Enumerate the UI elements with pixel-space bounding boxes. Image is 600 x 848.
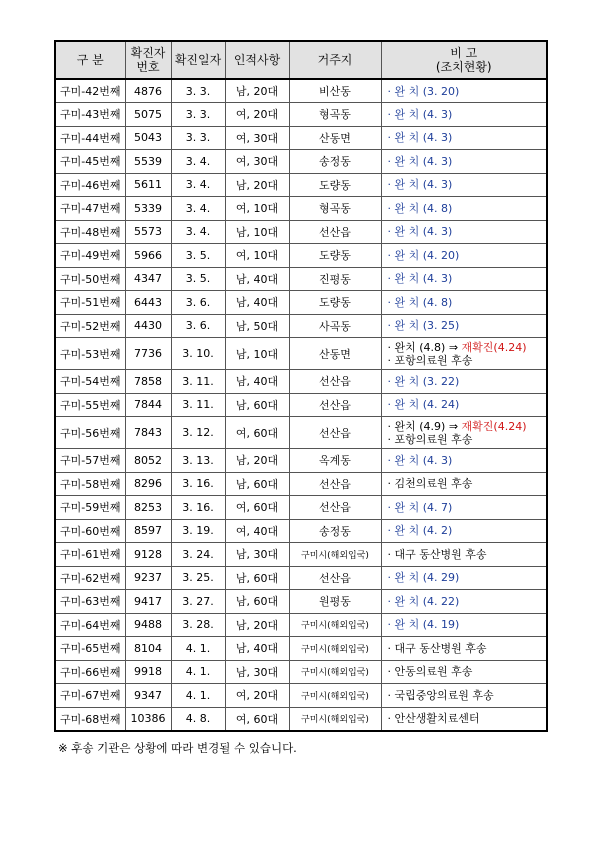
confirm-date: 3. 19. <box>171 519 225 543</box>
confirm-date: 3. 27. <box>171 590 225 614</box>
case-label: 구미-53번째 <box>55 338 125 370</box>
case-label: 구미-60번째 <box>55 519 125 543</box>
table-row <box>55 449 547 473</box>
case-label: 구미-47번째 <box>55 197 125 221</box>
residence: 송정동 <box>289 519 381 543</box>
case-label: 구미-57번째 <box>55 449 125 473</box>
profile: 남, 40대 <box>225 637 289 661</box>
table-row <box>55 103 547 127</box>
confirm-date: 3. 3. <box>171 126 225 150</box>
table-row <box>55 684 547 708</box>
case-label: 구미-52번째 <box>55 314 125 338</box>
case-label: 구미-55번째 <box>55 393 125 417</box>
remark-text: · 안산생활치료센터 <box>387 712 480 725</box>
case-number: 5539 <box>125 150 171 174</box>
remark-text: · 완 치 (4. 7) <box>387 500 453 514</box>
confirm-date: 3. 13. <box>171 449 225 473</box>
remarks <box>381 393 547 417</box>
remarks <box>381 267 547 291</box>
table-row <box>55 220 547 244</box>
remark-text: · 완 치 (4. 3) <box>387 178 453 192</box>
remarks <box>381 543 547 567</box>
case-label: 구미-66번째 <box>55 660 125 684</box>
remark-text: · 완 치 (3. 20) <box>387 84 460 98</box>
remarks <box>381 173 547 197</box>
remarks <box>381 449 547 473</box>
remark-line <box>388 249 545 262</box>
profile: 여, 30대 <box>225 126 289 150</box>
residence: 구미시(해외입국) <box>289 707 381 731</box>
remark-text: · 대구 동산병원 후송 <box>387 547 487 561</box>
remark-line <box>388 689 545 702</box>
remark-text: · 완 치 (4. 3) <box>387 225 453 239</box>
case-label: 구미-48번째 <box>55 220 125 244</box>
case-number: 8597 <box>125 519 171 543</box>
remark-text: · 완치 (4.9) ⇒ <box>387 419 462 433</box>
remark-line <box>388 341 545 354</box>
remarks <box>381 126 547 150</box>
remark-line <box>388 296 545 309</box>
profile: 여, 10대 <box>225 197 289 221</box>
confirm-date: 3. 16. <box>171 472 225 496</box>
residence: 도량동 <box>289 173 381 197</box>
remark-line <box>388 155 545 168</box>
residence: 선산읍 <box>289 220 381 244</box>
table-row <box>55 613 547 637</box>
patient-status-table <box>54 40 548 732</box>
remarks <box>381 660 547 684</box>
residence: 구미시(해외입국) <box>289 637 381 661</box>
case-label: 구미-61번째 <box>55 543 125 567</box>
profile: 여, 10대 <box>225 244 289 268</box>
case-number: 8104 <box>125 637 171 661</box>
case-number: 8052 <box>125 449 171 473</box>
remark-text: · 완치 (4.8) ⇒ <box>387 340 462 354</box>
residence: 구미시(해외입국) <box>289 613 381 637</box>
residence: 구미시(해외입국) <box>289 684 381 708</box>
case-label: 구미-45번째 <box>55 150 125 174</box>
profile: 여, 20대 <box>225 684 289 708</box>
case-label: 구미-65번째 <box>55 637 125 661</box>
case-label: 구미-59번째 <box>55 496 125 520</box>
remarks <box>381 197 547 221</box>
case-number: 6443 <box>125 291 171 315</box>
case-number: 5573 <box>125 220 171 244</box>
table-row <box>55 637 547 661</box>
remark-line <box>388 712 545 725</box>
remarks <box>381 707 547 731</box>
residence: 도량동 <box>289 244 381 268</box>
table-row <box>55 660 547 684</box>
remark-text: · 완 치 (4. 3) <box>387 131 453 145</box>
case-number: 5043 <box>125 126 171 150</box>
profile: 여, 40대 <box>225 519 289 543</box>
header-case-number-line2: 번호 <box>136 60 160 74</box>
case-label: 구미-62번째 <box>55 566 125 590</box>
remark-line <box>388 398 545 411</box>
case-label: 구미-64번째 <box>55 613 125 637</box>
residence: 선산읍 <box>289 370 381 394</box>
remarks <box>381 519 547 543</box>
remark-text: · 완 치 (4. 22) <box>387 594 460 608</box>
residence: 선산읍 <box>289 472 381 496</box>
remark-line <box>388 272 545 285</box>
remarks <box>381 637 547 661</box>
remark-text: · 완 치 (4. 29) <box>387 571 460 585</box>
profile: 남, 40대 <box>225 370 289 394</box>
case-number: 9417 <box>125 590 171 614</box>
confirm-date: 3. 24. <box>171 543 225 567</box>
confirm-date: 3. 4. <box>171 150 225 174</box>
confirm-date: 3. 5. <box>171 244 225 268</box>
residence: 사곡동 <box>289 314 381 338</box>
table-row <box>55 197 547 221</box>
reinfection-text: 재확진(4.24) <box>461 340 527 354</box>
remark-text: · 완 치 (4. 3) <box>387 107 453 121</box>
remarks <box>381 220 547 244</box>
table-row <box>55 244 547 268</box>
case-label: 구미-46번째 <box>55 173 125 197</box>
header-profile: 인적사항 <box>225 41 289 79</box>
table-row <box>55 314 547 338</box>
remark-line <box>388 354 545 367</box>
remark-text: · 완 치 (4. 3) <box>387 154 453 168</box>
case-number: 9237 <box>125 566 171 590</box>
remarks <box>381 566 547 590</box>
remark-line <box>388 375 545 388</box>
header-category: 구 분 <box>55 41 125 79</box>
table-row <box>55 543 547 567</box>
profile: 여, 60대 <box>225 707 289 731</box>
remarks <box>381 79 547 103</box>
confirm-date: 3. 3. <box>171 79 225 103</box>
remark-text: · 완 치 (4. 8) <box>387 295 453 309</box>
profile: 여, 30대 <box>225 150 289 174</box>
remark-text: · 완 치 (4. 3) <box>387 453 453 467</box>
remark-text: · 김천의료원 후송 <box>387 477 473 491</box>
remark-text: · 대구 동산병원 후송 <box>387 641 487 655</box>
confirm-date: 3. 4. <box>171 173 225 197</box>
table-row <box>55 707 547 731</box>
residence: 선산읍 <box>289 566 381 590</box>
case-number: 9128 <box>125 543 171 567</box>
confirm-date: 4. 1. <box>171 660 225 684</box>
remark-text: · 완 치 (4. 2) <box>387 524 453 538</box>
table-row <box>55 150 547 174</box>
case-number: 5966 <box>125 244 171 268</box>
header-remarks-line2: (조치현황) <box>435 60 492 74</box>
table-row <box>55 472 547 496</box>
remark-text: · 포항의료원 후송 <box>387 432 473 446</box>
case-label: 구미-56번째 <box>55 417 125 449</box>
confirm-date: 3. 4. <box>171 220 225 244</box>
profile: 남, 60대 <box>225 590 289 614</box>
remarks <box>381 613 547 637</box>
table-row <box>55 79 547 103</box>
case-label: 구미-42번째 <box>55 79 125 103</box>
table-header-row <box>55 41 547 79</box>
case-number: 7844 <box>125 393 171 417</box>
profile: 남, 20대 <box>225 613 289 637</box>
confirm-date: 3. 6. <box>171 314 225 338</box>
case-number: 7858 <box>125 370 171 394</box>
case-number: 4347 <box>125 267 171 291</box>
remarks <box>381 314 547 338</box>
header-remarks <box>381 41 547 79</box>
table-row <box>55 291 547 315</box>
residence: 비산동 <box>289 79 381 103</box>
remark-line <box>388 433 545 446</box>
remark-line <box>388 85 545 98</box>
case-number: 9918 <box>125 660 171 684</box>
case-label: 구미-63번째 <box>55 590 125 614</box>
residence: 선산읍 <box>289 393 381 417</box>
table-row <box>55 417 547 449</box>
case-number: 5075 <box>125 103 171 127</box>
remarks <box>381 370 547 394</box>
confirm-date: 3. 16. <box>171 496 225 520</box>
profile: 여, 20대 <box>225 103 289 127</box>
confirm-date: 3. 3. <box>171 103 225 127</box>
header-residence: 거주지 <box>289 41 381 79</box>
remark-line <box>388 595 545 608</box>
remarks <box>381 244 547 268</box>
confirm-date: 3. 4. <box>171 197 225 221</box>
case-label: 구미-54번째 <box>55 370 125 394</box>
residence: 산동면 <box>289 126 381 150</box>
case-number: 8296 <box>125 472 171 496</box>
table-row <box>55 566 547 590</box>
residence: 형곡동 <box>289 103 381 127</box>
table-row <box>55 496 547 520</box>
table-row <box>55 267 547 291</box>
table-row <box>55 370 547 394</box>
remark-line <box>388 420 545 433</box>
remark-text: · 완 치 (4. 19) <box>387 618 460 632</box>
case-label: 구미-58번째 <box>55 472 125 496</box>
profile: 남, 20대 <box>225 173 289 197</box>
remark-text: · 완 치 (4. 24) <box>387 398 460 412</box>
remark-line <box>388 571 545 584</box>
confirm-date: 3. 11. <box>171 370 225 394</box>
remark-line <box>388 178 545 191</box>
table-row <box>55 338 547 370</box>
residence: 형곡동 <box>289 197 381 221</box>
header-case-number-line1: 확진자 <box>130 46 166 60</box>
profile: 남, 40대 <box>225 291 289 315</box>
remark-text: · 완 치 (4. 20) <box>387 248 460 262</box>
remarks <box>381 103 547 127</box>
remark-text: · 완 치 (3. 22) <box>387 374 460 388</box>
residence: 구미시(해외입국) <box>289 660 381 684</box>
remark-text: · 포항의료원 후송 <box>387 353 473 367</box>
remarks <box>381 684 547 708</box>
residence: 선산읍 <box>289 417 381 449</box>
remark-line <box>388 618 545 631</box>
residence: 옥계동 <box>289 449 381 473</box>
remark-line <box>388 524 545 537</box>
remarks <box>381 590 547 614</box>
confirm-date: 4. 1. <box>171 637 225 661</box>
remark-text: · 안동의료원 후송 <box>387 665 473 679</box>
profile: 남, 20대 <box>225 79 289 103</box>
remark-line <box>388 225 545 238</box>
remark-line <box>388 477 545 490</box>
reinfection-text: 재확진(4.24) <box>461 419 527 433</box>
confirm-date: 3. 6. <box>171 291 225 315</box>
remarks <box>381 496 547 520</box>
table-row <box>55 519 547 543</box>
residence: 산동면 <box>289 338 381 370</box>
profile: 남, 10대 <box>225 338 289 370</box>
confirm-date: 3. 12. <box>171 417 225 449</box>
profile: 남, 30대 <box>225 543 289 567</box>
case-label: 구미-43번째 <box>55 103 125 127</box>
header-confirm-date: 확진일자 <box>171 41 225 79</box>
profile: 남, 50대 <box>225 314 289 338</box>
remark-line <box>388 548 545 561</box>
case-number: 5339 <box>125 197 171 221</box>
remark-line <box>388 319 545 332</box>
residence: 송정동 <box>289 150 381 174</box>
case-number: 4430 <box>125 314 171 338</box>
residence: 구미시(해외입국) <box>289 543 381 567</box>
profile: 남, 30대 <box>225 660 289 684</box>
profile: 남, 20대 <box>225 449 289 473</box>
confirm-date: 3. 5. <box>171 267 225 291</box>
header-remarks-line1: 비 고 <box>450 46 478 60</box>
case-number: 8253 <box>125 496 171 520</box>
residence: 원평동 <box>289 590 381 614</box>
remark-line <box>388 131 545 144</box>
profile: 남, 60대 <box>225 393 289 417</box>
case-number: 7843 <box>125 417 171 449</box>
case-number: 5611 <box>125 173 171 197</box>
residence: 진평동 <box>289 267 381 291</box>
confirm-date: 3. 10. <box>171 338 225 370</box>
profile: 남, 60대 <box>225 566 289 590</box>
case-label: 구미-50번째 <box>55 267 125 291</box>
document <box>54 40 546 756</box>
remarks <box>381 150 547 174</box>
profile: 여, 60대 <box>225 496 289 520</box>
footnote: ※ 후송 기관은 상황에 따라 변경될 수 있습니다. <box>58 740 297 755</box>
case-number: 4876 <box>125 79 171 103</box>
case-label: 구미-49번째 <box>55 244 125 268</box>
remarks <box>381 338 547 370</box>
case-label: 구미-44번째 <box>55 126 125 150</box>
confirm-date: 3. 28. <box>171 613 225 637</box>
case-number: 9347 <box>125 684 171 708</box>
case-number: 10386 <box>125 707 171 731</box>
profile: 남, 60대 <box>225 472 289 496</box>
case-number: 9488 <box>125 613 171 637</box>
profile: 남, 40대 <box>225 267 289 291</box>
remark-text: · 완 치 (4. 8) <box>387 201 453 215</box>
case-label: 구미-51번째 <box>55 291 125 315</box>
table-row <box>55 173 547 197</box>
confirm-date: 3. 25. <box>171 566 225 590</box>
remark-line <box>388 665 545 678</box>
remark-line <box>388 642 545 655</box>
remarks <box>381 417 547 449</box>
header-case-number <box>125 41 171 79</box>
table-row <box>55 590 547 614</box>
profile: 여, 60대 <box>225 417 289 449</box>
confirm-date: 4. 8. <box>171 707 225 731</box>
residence: 선산읍 <box>289 496 381 520</box>
remark-line <box>388 501 545 514</box>
case-label: 구미-68번째 <box>55 707 125 731</box>
table-body <box>55 79 547 731</box>
remarks <box>381 291 547 315</box>
case-label: 구미-67번째 <box>55 684 125 708</box>
remark-line <box>388 108 545 121</box>
table-row <box>55 393 547 417</box>
table-row <box>55 126 547 150</box>
remark-text: · 완 치 (3. 25) <box>387 319 460 333</box>
residence: 도량동 <box>289 291 381 315</box>
confirm-date: 4. 1. <box>171 684 225 708</box>
remark-line <box>388 202 545 215</box>
case-number: 7736 <box>125 338 171 370</box>
confirm-date: 3. 11. <box>171 393 225 417</box>
remarks <box>381 472 547 496</box>
remark-line <box>388 454 545 467</box>
remark-text: · 국립중앙의료원 후송 <box>387 688 494 702</box>
profile: 남, 10대 <box>225 220 289 244</box>
remark-text: · 완 치 (4. 3) <box>387 272 453 286</box>
